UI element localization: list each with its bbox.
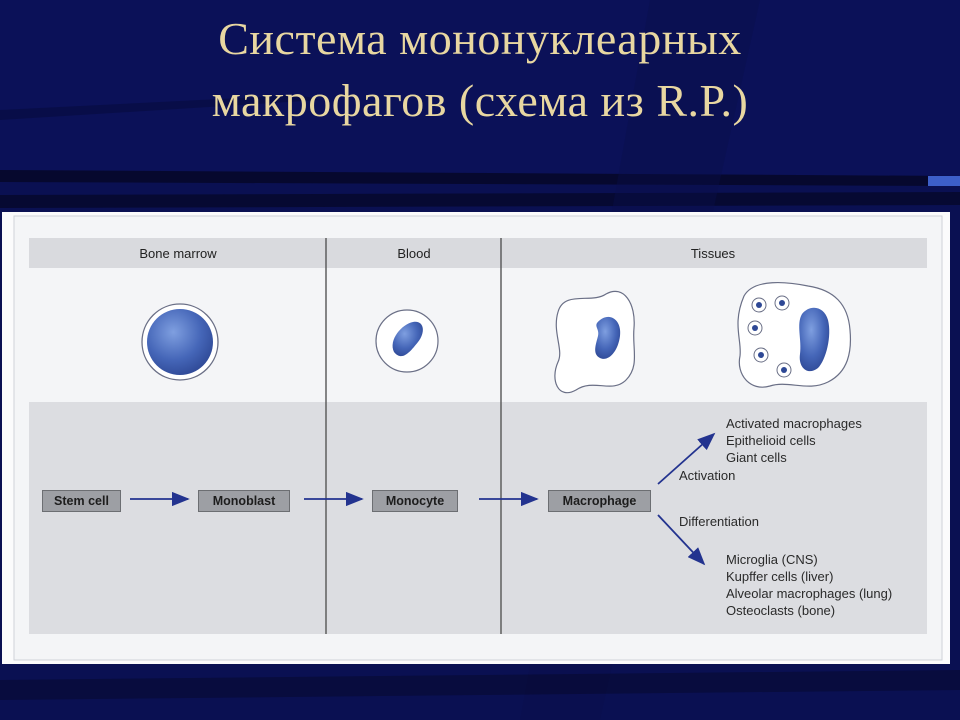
- column-header-bone-marrow: Bone marrow: [139, 246, 217, 261]
- stage-monocyte: Monocyte: [372, 490, 458, 512]
- stem-cell-illustration: [142, 304, 218, 380]
- stage-macrophage: Macrophage: [548, 490, 651, 512]
- activated-macrophage-illustration: [738, 283, 850, 388]
- tissue-macrophage-illustration: [555, 291, 635, 392]
- label-activation: Activation: [679, 468, 736, 483]
- differentiation-item: Osteoclasts (bone): [726, 603, 836, 618]
- title-line-1: Система мононуклеарных: [218, 13, 742, 64]
- differentiation-item: Kupffer cells (liver): [726, 569, 834, 584]
- differentiation-list: [726, 551, 892, 619]
- stage-stem-cell: Stem cell: [42, 490, 121, 512]
- monocyte-illustration: [376, 310, 438, 372]
- activation-item: Activated macrophages: [726, 416, 862, 431]
- activation-list: [726, 415, 862, 466]
- title-line-2: макрофагов (схема из R.P.): [211, 75, 749, 126]
- differentiation-item: Microglia (CNS): [726, 552, 818, 567]
- activation-item: Epithelioid cells: [726, 433, 816, 448]
- label-differentiation: Differentiation: [679, 514, 759, 529]
- diagram-figure: [2, 212, 950, 664]
- activation-item: Giant cells: [726, 450, 787, 465]
- differentiation-item: Alveolar macrophages (lung): [726, 586, 893, 601]
- stage-monoblast: Monoblast: [198, 490, 290, 512]
- column-header-tissues: Tissues: [690, 246, 736, 261]
- column-header-blood: Blood: [397, 246, 431, 261]
- slide-title: [0, 8, 960, 132]
